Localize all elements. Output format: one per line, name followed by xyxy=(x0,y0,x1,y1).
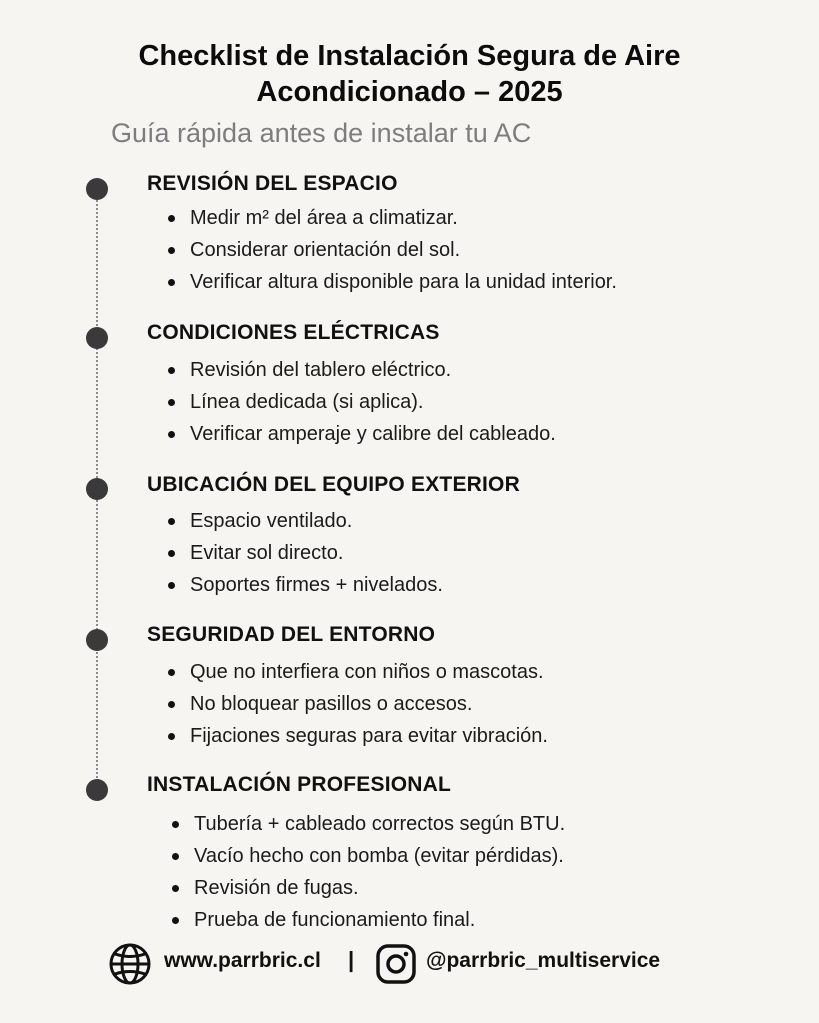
list-item: Medir m² del área a climatizar. xyxy=(166,202,617,234)
list-item: Revisión de fugas. xyxy=(170,872,565,904)
list-item: Que no interfiera con niños o mascotas. xyxy=(166,656,548,688)
list-item: Vacío hecho con bomba (evitar pérdidas). xyxy=(170,840,565,872)
list-item: Verificar amperaje y calibre del cableado. xyxy=(166,418,556,450)
list-item: Tubería + cableado correctos según BTU. xyxy=(170,808,565,840)
timeline-dot xyxy=(86,478,108,500)
section-items xyxy=(166,202,617,298)
section-heading: REVISIÓN DEL ESPACIO xyxy=(147,172,398,195)
list-item: Revisión del tablero eléctrico. xyxy=(166,354,556,386)
list-item: Considerar orientación del sol. xyxy=(166,234,617,266)
page-title xyxy=(0,38,819,110)
section-items xyxy=(166,505,443,601)
globe-icon xyxy=(108,942,152,986)
page-subtitle: Guía rápida antes de instalar tu AC xyxy=(111,118,532,148)
title-line-2: Acondicionado – 2025 xyxy=(256,76,563,108)
section-heading: INSTALACIÓN PROFESIONAL xyxy=(147,773,452,796)
list-item: Verificar altura disponible para la unidad interior. xyxy=(166,266,617,298)
timeline-dot xyxy=(86,779,108,801)
list-item: Línea dedicada (si aplica). xyxy=(166,386,556,418)
title-line-1: Checklist de Instalación Segura de Aire xyxy=(138,40,681,72)
list-item: Evitar sol directo. xyxy=(166,537,443,569)
list-item: No bloquear pasillos o accesos. xyxy=(166,688,548,720)
timeline-dot xyxy=(86,629,108,651)
timeline-dot xyxy=(86,327,108,349)
section-items xyxy=(166,656,548,752)
footer-separator: | xyxy=(348,947,355,972)
timeline-dot xyxy=(86,178,108,200)
section-heading: SEGURIDAD DEL ENTORNO xyxy=(147,623,436,646)
section-items xyxy=(170,808,565,936)
list-item: Fijaciones seguras para evitar vibración. xyxy=(166,720,548,752)
instagram-handle[interactable]: @parrbric_multiservice xyxy=(426,949,661,972)
list-item: Soportes firmes + nivelados. xyxy=(166,569,443,601)
section-heading: UBICACIÓN DEL EQUIPO EXTERIOR xyxy=(147,473,520,496)
website-link[interactable]: www.parrbric.cl xyxy=(164,949,321,972)
list-item: Espacio ventilado. xyxy=(166,505,443,537)
list-item: Prueba de funcionamiento final. xyxy=(170,904,565,936)
instagram-icon xyxy=(375,943,417,985)
section-items xyxy=(166,354,556,450)
section-heading: CONDICIONES ELÉCTRICAS xyxy=(147,321,440,344)
footer xyxy=(0,942,819,988)
